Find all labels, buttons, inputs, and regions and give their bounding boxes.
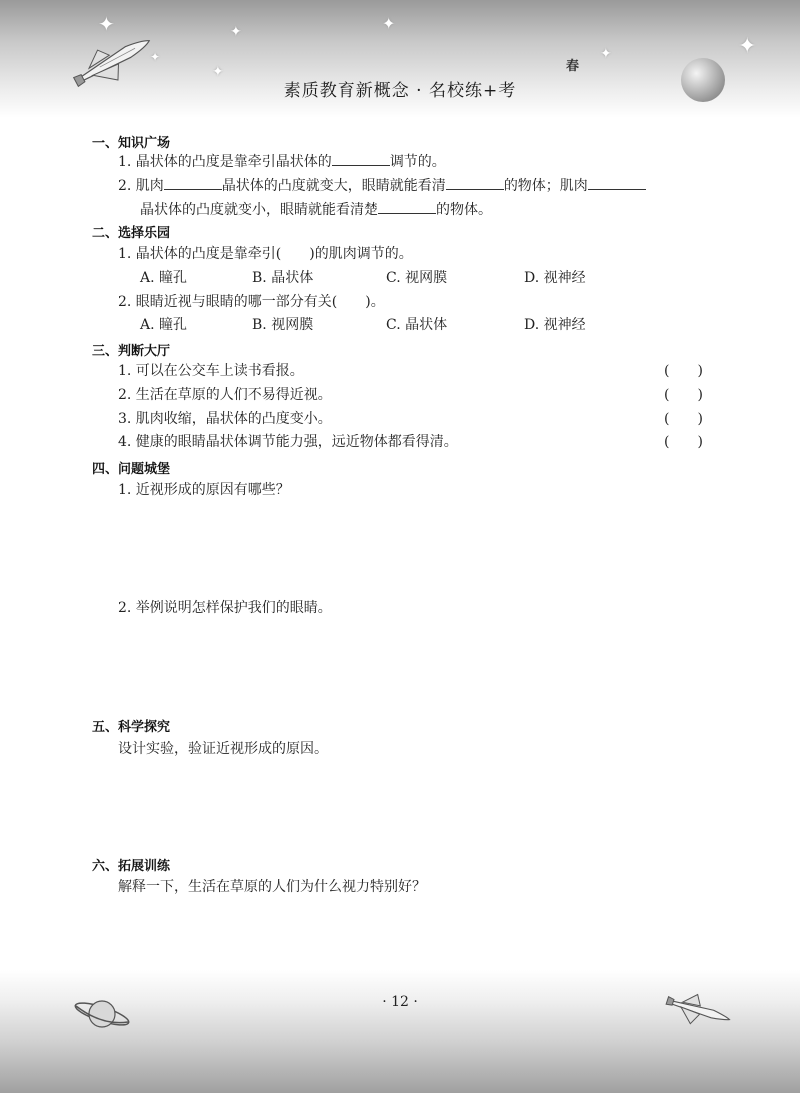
answer-paren: ( ) bbox=[664, 411, 703, 427]
fill-blank bbox=[588, 177, 646, 190]
s1-q1 bbox=[118, 151, 446, 171]
s1-q2-a: 2. 肌肉 bbox=[118, 178, 164, 194]
s1-q1-suffix: 调节的。 bbox=[389, 154, 446, 170]
star-icon: ✦ bbox=[382, 14, 396, 33]
s2-q1-stem: 1. 晶状体的凸度是靠牵引( )的肌肉调节的。 bbox=[118, 246, 413, 262]
answer-paren: ( ) bbox=[664, 434, 703, 450]
s1-q2-c: 的物体；肌肉 bbox=[503, 178, 588, 194]
s2-q1-option-d: D. 视神经 bbox=[524, 270, 586, 286]
planet-icon bbox=[72, 992, 132, 1036]
fill-blank bbox=[446, 177, 504, 190]
s3-item-2: 2. 生活在草原的人们不易得近视。 bbox=[118, 387, 332, 403]
star-icon: ✦ bbox=[600, 46, 612, 62]
globe-icon bbox=[681, 58, 725, 102]
section-5-heading: 五、科学探究 bbox=[92, 720, 171, 735]
s4-q1: 1. 近视形成的原因有哪些？ bbox=[118, 482, 290, 498]
s2-q2-option-b: B. 视网膜 bbox=[252, 317, 314, 333]
section-1-heading: 一、知识广场 bbox=[92, 136, 171, 151]
s1-q2-b: 晶状体的凸度就变大，眼睛就能看清 bbox=[221, 178, 446, 194]
page-number: · 12 · bbox=[382, 994, 418, 1010]
s3-item-4: 4. 健康的眼睛晶状体调节能力强，远近物体都看得清。 bbox=[118, 434, 458, 450]
section-3-heading: 三、判断大厅 bbox=[92, 344, 171, 359]
star-icon: ✦ bbox=[150, 50, 161, 64]
s3-item-3: 3. 肌肉收缩，晶状体的凸度变小。 bbox=[118, 411, 332, 427]
s1-q1-prefix: 1. 晶状体的凸度是靠牵引晶状体的 bbox=[118, 154, 332, 170]
s2-q1-option-b: B. 晶状体 bbox=[252, 270, 314, 286]
s4-q2: 2. 举例说明怎样保护我们的眼睛。 bbox=[118, 600, 332, 616]
s3-item-1: 1. 可以在公交车上读书看报。 bbox=[118, 363, 304, 379]
s2-q1-option-c: C. 视网膜 bbox=[386, 270, 448, 286]
s2-q1-option-a: A. 瞳孔 bbox=[140, 270, 188, 286]
header-title: 素质教育新概念 · 名校练+考 bbox=[283, 81, 517, 101]
s1-q2-line2 bbox=[140, 199, 492, 219]
s6-text: 解释一下，生活在草原的人们为什么视力特别好？ bbox=[118, 879, 426, 895]
fill-blank bbox=[164, 177, 222, 190]
section-2-heading: 二、选择乐园 bbox=[92, 226, 171, 241]
s2-q2-option-d: D. 视神经 bbox=[524, 317, 586, 333]
s1-q2-e: 的物体。 bbox=[436, 202, 492, 218]
fill-blank bbox=[332, 153, 390, 166]
season-label: 春 bbox=[566, 59, 580, 74]
star-icon: ✦ bbox=[98, 12, 115, 36]
s1-q2-d: 晶状体的凸度就变小，眼睛就能看清楚 bbox=[140, 202, 378, 218]
answer-paren: ( ) bbox=[664, 387, 703, 403]
space-shuttle-icon bbox=[665, 988, 735, 1032]
s5-text: 设计实验，验证近视形成的原因。 bbox=[118, 741, 328, 757]
star-icon: ✦ bbox=[212, 64, 224, 80]
fill-blank bbox=[378, 201, 436, 214]
star-icon: ✦ bbox=[230, 24, 242, 40]
s2-q2-option-c: C. 晶状体 bbox=[386, 317, 448, 333]
s2-q2-option-a: A. 瞳孔 bbox=[140, 317, 188, 333]
s2-q2-stem: 2. 眼睛近视与眼睛的哪一部分有关( )。 bbox=[118, 294, 385, 310]
answer-paren: ( ) bbox=[664, 363, 703, 379]
section-6-heading: 六、拓展训练 bbox=[92, 859, 171, 874]
s1-q2-line1 bbox=[118, 175, 646, 195]
star-icon: ✦ bbox=[738, 34, 757, 59]
section-4-heading: 四、问题城堡 bbox=[92, 462, 171, 477]
